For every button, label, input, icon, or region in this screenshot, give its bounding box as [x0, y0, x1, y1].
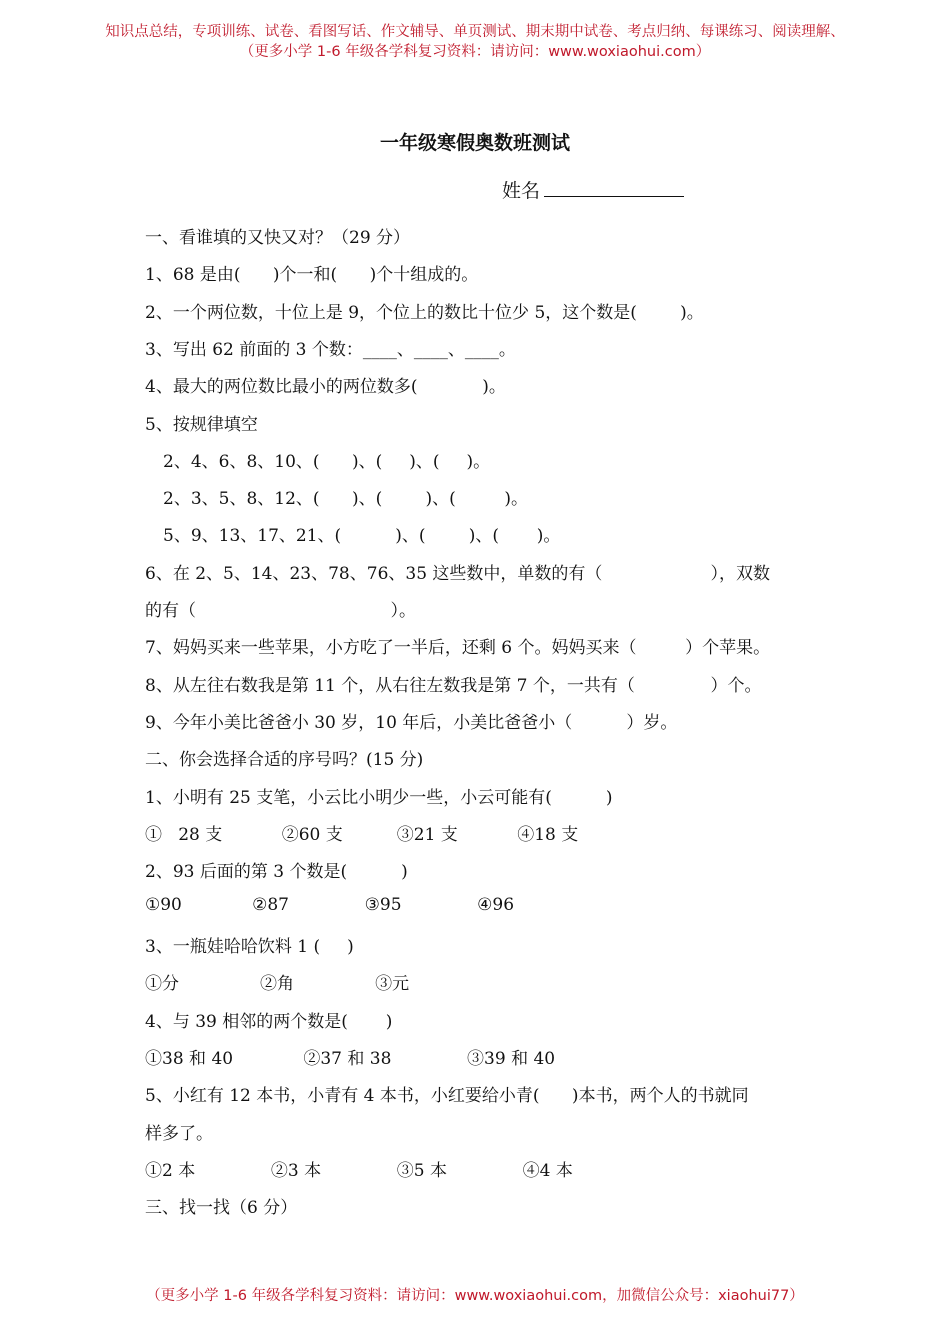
question-line: 9、今年小美比爸爸小 30 岁，10 年后，小美比爸爸小（ ）岁。: [145, 713, 678, 733]
name-label: 姓名: [502, 180, 541, 202]
section-1-heading: 一、看谁填的又快又对？（29 分）: [145, 228, 411, 248]
question-line: 8、从左往右数我是第 11 个，从右往左数我是第 7 个，一共有（ ）个。: [145, 676, 762, 696]
page-title: 一年级寒假奥数班测试: [379, 132, 570, 154]
section-3-heading: 三、找一找（6 分）: [145, 1198, 298, 1218]
options-line: ①38 和 40 ②37 和 38 ③39 和 40: [145, 1049, 556, 1069]
options-line: ①90 ②87 ③95 ④96: [145, 895, 515, 915]
options-line: ①分 ②角 ③元: [145, 974, 410, 994]
question-line: 1、小明有 25 支笔，小云比小明少一些，小云可能有( ): [145, 788, 613, 808]
question-line: 5、小红有 12 本书，小青有 4 本书，小红要给小青( )本书，两个人的书就同: [145, 1086, 749, 1106]
question-line: 2、一个两位数，十位上是 9，个位上的数比十位少 5，这个数是( )。: [145, 303, 704, 323]
name-blank-line: [544, 178, 684, 197]
question-line: 3、写出 62 前面的 3 个数：____、____、____。: [145, 340, 516, 360]
footer-line: （更多小学 1-6 年级各学科复习资料：请访问：www.woxiaohui.com，加微信公众号：xiaohui77）: [146, 1288, 804, 1304]
options-line: ①2 本 ②3 本 ③5 本 ④4 本: [145, 1161, 573, 1181]
question-line: 6、在 2、5、14、23、78、76、35 这些数中，单数的有（ ），双数: [145, 564, 770, 584]
question-line: 的有（ ）。: [145, 601, 417, 621]
sequence-line: 2、4、6、8、10、( )、( )、( )。: [163, 452, 491, 472]
question-line: 样多了。: [145, 1124, 213, 1144]
question-line: 3、一瓶娃哈哈饮料 1 ( ): [145, 937, 354, 957]
question-line: 7、妈妈买来一些苹果，小方吃了一半后，还剩 6 个。妈妈买来（ ）个苹果。: [145, 638, 771, 658]
name-field: [502, 176, 684, 203]
options-line: ① 28 支 ②60 支 ③21 支 ④18 支: [145, 825, 579, 845]
question-line: 4、最大的两位数比最小的两位数多( )。: [145, 377, 506, 397]
question-line: 1、68 是由( )个一和( )个十组成的。: [145, 265, 479, 285]
question-line: 2、93 后面的第 3 个数是( ): [145, 862, 408, 882]
sequence-line: 5、9、13、17、21、( )、( )、( )。: [163, 526, 561, 546]
section-2-heading: 二、你会选择合适的序号吗？(15 分): [145, 750, 424, 770]
header-line-2: （更多小学 1-6 年级各学科复习资料：请访问：www.woxiaohui.com）: [239, 44, 711, 60]
header-line-1: 知识点总结，专项训练、试卷、看图写话、作文辅导、单页测试、期末期中试卷、考点归纳、每课练习、阅读理解、: [105, 24, 845, 40]
question-line: 5、按规律填空: [145, 415, 258, 435]
question-line: 4、与 39 相邻的两个数是( ): [145, 1012, 393, 1032]
sequence-line: 2、3、5、8、12、( )、( )、( )。: [163, 489, 528, 509]
